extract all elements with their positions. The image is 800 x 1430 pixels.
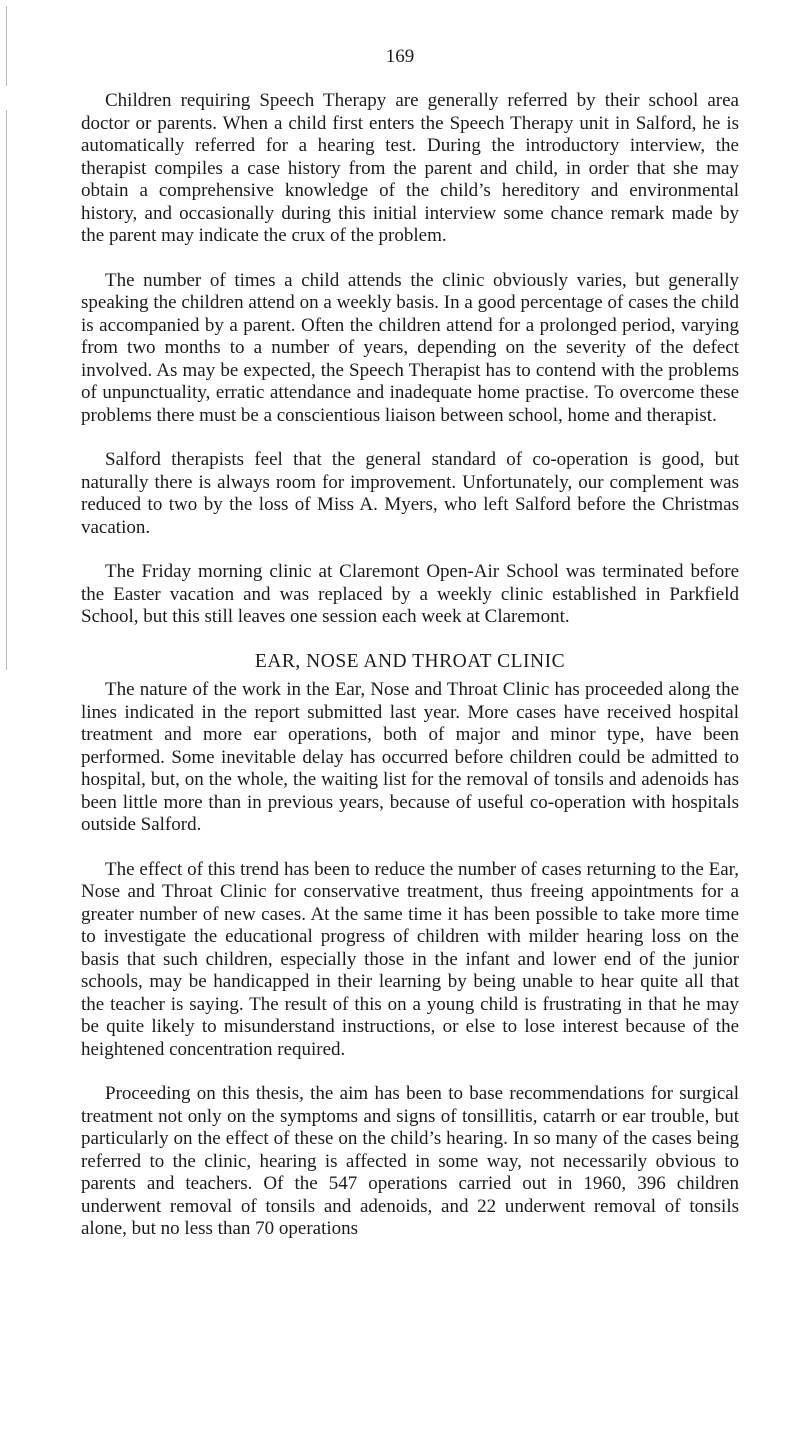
page-number: 169: [385, 46, 415, 67]
paragraph: The Friday morning clinic at Claremont Open-Air School was terminated before the Easter vacation and was replaced by a weekly clinic established in Parkfield School, but this still leaves one session each week at Claremont.: [81, 561, 739, 627]
paragraph: The effect of this trend has been to reduce the number of cases returning to the Ear, Nose and Throat Clinic for conservative treatment, thus freeing appointments for a greater number of new cases. At the same time it has been possible to take more time to investigate the educational progress of children with milder hearing loss on the basis that such children, especially those in the infant and lower end of the junior schools, may be handicapped in their learning by being unable to hear quite all that the teacher is saying. The result of this on a young child is frustrating in that he may be quite likely to misunderstand instructions, or else to lose interest because of the heightened concentration required.: [81, 858, 739, 1060]
paragraph: Salford therapists feel that the general standard of co-operation is good, but naturally there is always room for improvement. Unfortunately, our complement was reduced to two by the loss of Miss A. Myers, who left Salford before the Christmas vacation.: [81, 449, 739, 538]
section-heading: EAR, NOSE AND THROAT CLINIC: [254, 650, 566, 672]
paragraph: The nature of the work in the Ear, Nose and Throat Clinic has proceeded along the lines indicated in the report submitted last year. More cases have received hospital treatment and more ear operations, both of major and minor type, have been performed. Some inevitable delay has occurred before children could be admitted to hospital, but, on the whole, the waiting list for the removal of tonsils and adenoids has been little more than in previous years, because of useful co-operation with hospitals outside Salford.: [81, 679, 739, 835]
document-body: [81, 90, 739, 1263]
paragraph: The number of times a child attends the clinic obviously varies, but generally speaking the children attend on a weekly basis. In a good percentage of cases the child is accompanied by a parent. Often the children attend for a prolonged period, varying from two months to a number of years, depending on the severity of the defect involved. As may be expected, the Speech Therapist has to contend with the problems of unpunctuality, erratic attendance and inadequate home practise. To overcome these problems there must be a conscientious liaison between school, home and therapist.: [81, 269, 739, 426]
paragraph: Proceeding on this thesis, the aim has been to base recommendations for surgical treatment not only on the symptoms and signs of tonsillitis, catarrh or ear trouble, but particularly on the effect of these on the child’s hearing. In so many of the cases being referred to the clinic, hearing is affected in some way, not necessarily obvious to parents and teachers. Of the 547 operations carried out in 1960, 396 children underwent removal of tonsils and adenoids, and 22 underwent removal of tonsils alone, but no less than 70 operations: [81, 1083, 739, 1239]
paragraph: Children requiring Speech Therapy are generally referred by their school area doctor or parents. When a child first enters the Speech Therapy unit in Salford, he is automatically referred for a hearing test. During the introductory interview, the therapist compiles a case history from the parent and child, in order that she may obtain a comprehensive knowledge of the child’s hereditory and environmental history, and occasionally during this initial interview some chance remark made by the parent may indicate the crux of the problem.: [81, 90, 739, 246]
scan-edge-mark: [6, 110, 7, 670]
